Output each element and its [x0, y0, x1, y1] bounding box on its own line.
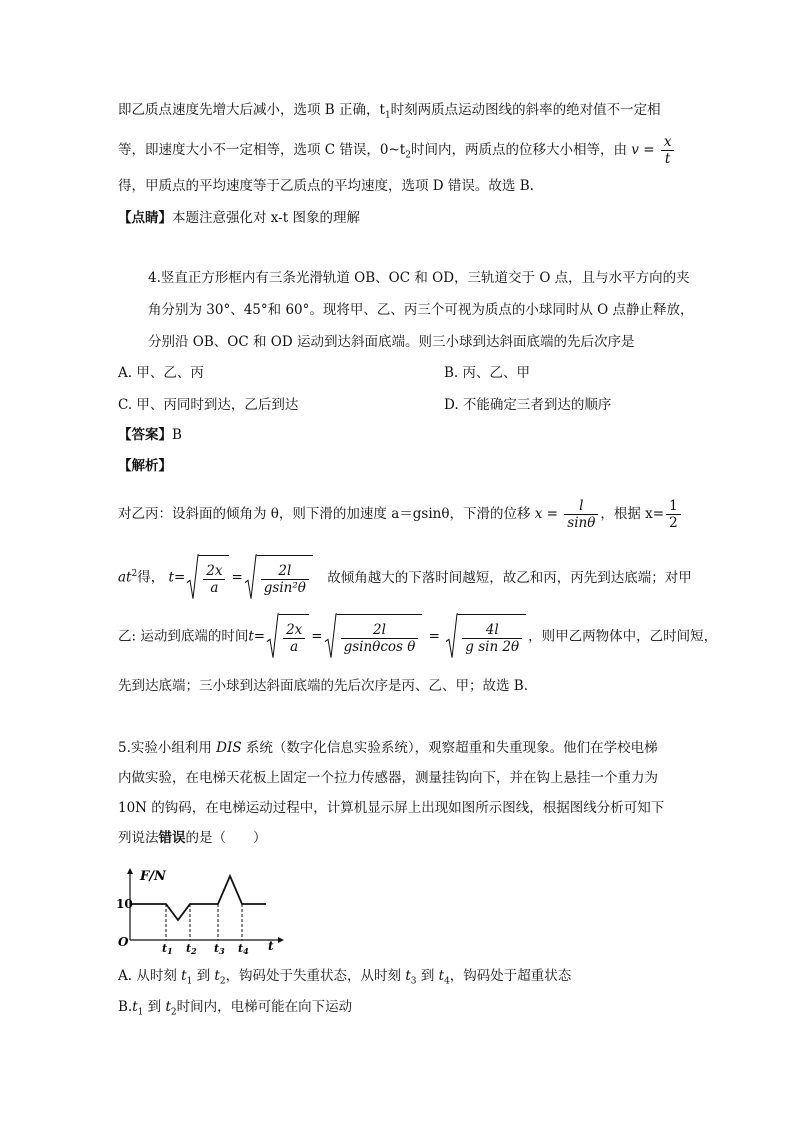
x-axis-label: t — [268, 939, 274, 953]
question-5-line-3: 10N 的钩码，在电梯运动过程中，计算机显示屏上出现如图所示图线，根据图线分析可知下 — [118, 800, 665, 816]
fraction-x-over-t: $\frac{x}{t}$ — [661, 134, 675, 167]
question-5-line-4: 列说法错误的是（ ） — [118, 830, 267, 846]
analysis-line-3: 乙: 运动到底端的时间t= $\frac{2x}{a}$ = $\frac{2l}{\text{gsinθcos θ}}$ = $\frac{4l}{\text{g sin 2θ}}$ ，则甲乙两物体中，乙时间短， — [118, 614, 717, 660]
question-5-line-1: 5.实验小组利用 DIS 系统（数字化信息实验系统），观察超重和失重现象。他们在学校电梯 — [118, 740, 658, 756]
question-4-option-d: D. 不能确定三者到达的顺序 — [444, 397, 612, 413]
x-tick-t3: t3 — [214, 942, 225, 956]
analysis-line-1: 对乙丙：设斜面的倾角为 θ，则下滑的加速度 a＝gsinθ，下滑的位移 x = $\frac{l}{\sin\theta}$ ，根据 x= $\frac{1}{2}$ — [118, 494, 683, 534]
y-axis-arrow — [127, 868, 133, 874]
question-5-option-a: A. 从时刻 $t_1$ 到 $t_2$，钩码处于失重状态，从时刻 $t_3$ 到 $t_4$，钩码处于超重状态 — [118, 968, 572, 987]
x-tick-t4: t4 — [238, 942, 249, 956]
fraction-l-over-sin: $\frac{l}{\sin\theta}$ — [564, 498, 598, 531]
x-axis-arrow — [278, 937, 284, 943]
x-tick-t1: t1 — [162, 942, 173, 956]
paragraph-1-line-2: 等，即速度大小不一定相等，选项 C 错误，$0\sim t_2$时间内，两质点的位移大小相等，由 v = $\frac{x}{t}$ — [118, 132, 676, 174]
sqrt-2x-over-a: $\frac{2x}{a}$ — [187, 555, 229, 601]
paragraph-1-line-3: 得，甲质点的平均速度等于乙质点的平均速度，选项 D 错误。故选 B. — [118, 178, 534, 194]
answer-line — [118, 425, 182, 445]
answer-value: B — [172, 427, 182, 443]
velocity-symbol: v — [631, 142, 639, 158]
comment-line: 【点睛】本题注意强化对 x-t 图象的理解 — [118, 210, 360, 226]
sqrt-2l-over-gsincos: $\frac{2l}{\text{gsinθcos θ}}$ — [325, 614, 423, 660]
origin-label: O — [118, 935, 129, 949]
question-5-option-b: $B.t_1$ 到 $t_2$时间内，电梯可能在向下运动 — [118, 999, 353, 1018]
question-5-line-2: 内做实验，在电梯天花板上固定一个拉力传感器，测量挂钩向下，并在钩上悬挂一个重力为 — [118, 770, 658, 786]
sqrt-2x-over-a-2: $\frac{2x}{a}$ — [267, 614, 309, 660]
y-tick-10: 10 — [116, 897, 133, 911]
sqrt-2l-over-gsin2: $\frac{2l}{\text{gsin²θ}}$ — [245, 555, 313, 601]
sqrt-4l-over-gsin2: $\frac{4l}{\text{g sin 2θ}}$ — [446, 614, 526, 660]
fraction-one-half: $\frac{1}{2}$ — [666, 498, 681, 531]
question-4-line-3: 分别沿 OB、OC 和 OD 运动到达斜面底端。则三小球到达斜面底端的先后次序是 — [148, 334, 635, 350]
comment-tag: 【点睛】 — [118, 210, 172, 226]
question-4-option-b: B. 丙、乙、甲 — [444, 365, 531, 381]
analysis-line-2: $at^2$得， t= $\frac{2x}{a}$ = $\frac{2l}{\text{gsin²θ}}$ 故倾角越大的下落时间越短，故乙和丙，丙先到达底端；对甲 — [118, 552, 692, 601]
paragraph-1-line-1: 即乙质点速度先增大后减小，选项 B 正确，$t_1$时刻两质点运动图线的斜率的绝对值不一定相 — [118, 102, 661, 121]
y-axis-label: F/N — [140, 869, 166, 884]
x-tick-t2: t2 — [186, 942, 197, 956]
question-4-line-2: 角分别为 30°、45°和 60°。现将甲、乙、丙三个可视为质点的小球同时从 O 点静止释放， — [148, 302, 694, 318]
question-4-option-a: A. 甲、乙、丙 — [118, 365, 204, 381]
answer-tag: 【答案】 — [118, 427, 172, 443]
question-4-option-c: C. 甲、丙同时到达，乙后到达 — [118, 397, 299, 413]
analysis-line-4: 先到达底端；三小球到达斜面底端的先后次序是丙、乙、甲；故选 B. — [118, 678, 529, 694]
analysis-tag: 【解析】 — [118, 458, 172, 474]
force-time-graph — [118, 866, 288, 954]
question-4-line-1: 4.竖直正方形框内有三条光滑轨道 OB、OC 和 OD，三轨道交于 O 点，且与水平方向的夹 — [148, 270, 690, 286]
